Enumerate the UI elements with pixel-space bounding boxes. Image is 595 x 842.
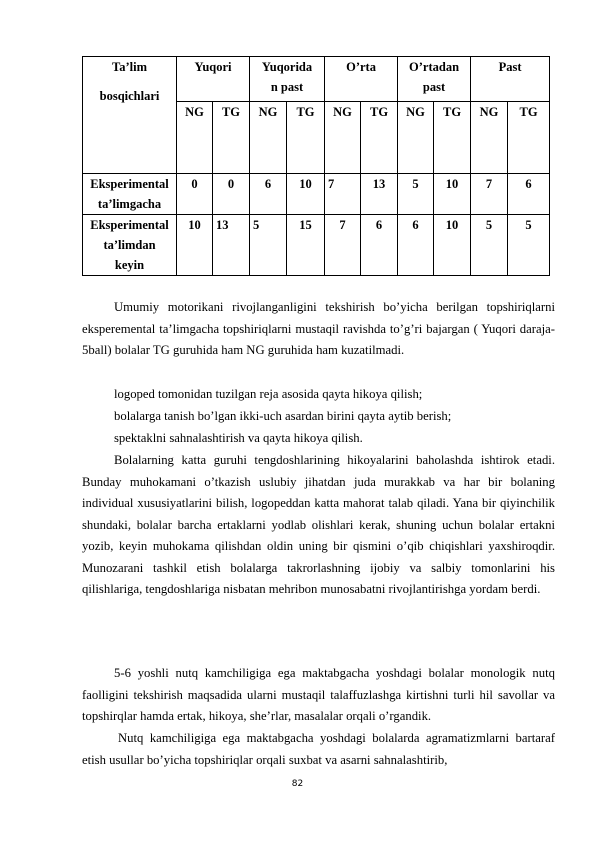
table-cell: 6 <box>398 215 434 276</box>
table-cell: 5 <box>508 215 550 276</box>
list-item: spektaklni sahnalashtirish va qayta hikoya qilish. <box>114 431 363 445</box>
table-cell: 13 <box>213 215 250 276</box>
list-item: logoped tomonidan tuzilgan reja asosida qayta hikoya qilish; <box>114 387 423 401</box>
row-header-line-2: bosqichlari <box>99 89 160 103</box>
subheader-tg: TG <box>213 102 250 174</box>
table-cell: 6 <box>361 215 398 276</box>
table-cell: 13 <box>361 174 398 215</box>
table-cell: 0 <box>213 174 250 215</box>
subheader-tg: TG <box>434 102 471 174</box>
page-number: 82 <box>291 779 304 789</box>
row-header-cell <box>83 57 177 174</box>
table-cell: 10 <box>434 174 471 215</box>
group-header-yuqoridan-past: Yuqorida n past <box>250 57 325 102</box>
paragraph-motorika: Umumiy motorikani rivojlanganligini tekshirish bo’yicha berilgan topshiriqlarni eksperemental ta’limgacha topshiriqlarni mustaqil ravishda to’g’ri bajargan ( Yuqori daraja- 5ball) bolalar TG guruhida ham NG guruhida ham kuzatilmadi. <box>82 300 555 357</box>
subheader-ng: NG <box>250 102 287 174</box>
table-cell: 7 <box>325 174 361 215</box>
row-label-after: Eksperimental ta’limdan keyin <box>83 215 177 276</box>
results-table <box>82 56 550 276</box>
paragraph-guruh: Bolalarning katta guruhi tengdoshlarining hikoyalarini baholashda ishtirok etadi. Bunday muhokamani o’tkazish uslubiy jihatdan juda murakkab va har bir bolaning individual xususiyatlarini bilish, logopeddan katta mahorat talab qiladi. Yana bir qiyinchilik shundaki, bolalar barcha ertaklarni yodlab olishlari kerak, shuning uchun bolalar ertakni yozib, keyin muhokama qilishdan oldin uning bir qismini o’qib chiqishlari yaxshiroqdir. Munozarani tashkil etish bolalarga takrorlashning ijobiy va salbiy tomonlarini his qilishlariga, tengdoshlariga nisbatan mehribon munosabatni rivojlantirishga yordam berdi. <box>82 453 555 596</box>
table-cell: 5 <box>471 215 508 276</box>
table-cell: 6 <box>508 174 550 215</box>
group-header-past: Past <box>471 57 550 102</box>
subheader-ng: NG <box>471 102 508 174</box>
table-cell: 10 <box>177 215 213 276</box>
table-cell: 6 <box>250 174 287 215</box>
table-cell: 5 <box>250 215 287 276</box>
subheader-ng: NG <box>398 102 434 174</box>
row-header-line-1: Ta’lim <box>112 60 147 74</box>
table-cell: 15 <box>287 215 325 276</box>
row-label-before: Eksperimental ta’limgacha <box>83 174 177 215</box>
list-item: bolalarga tanish bo’lgan ikki-uch asardan birini qayta aytib berish; <box>114 409 452 423</box>
subheader-ng: NG <box>325 102 361 174</box>
paragraph-monolog: 5-6 yoshli nutq kamchiligiga ega maktabgacha yoshdagi bolalar monologik nutq faolligini tekshirish maqsadida ularni mustaqil talaffuzlashga kirtishni turli hil savollar va topshirqlar hamda ertak, hikoya, she’rlar, masalalar orqali o’rgandik. <box>82 666 555 723</box>
subheader-tg: TG <box>508 102 550 174</box>
table-cell: 7 <box>325 215 361 276</box>
group-header-ortadan-past: O’rtadan past <box>398 57 471 102</box>
group-header-yuqori: Yuqori <box>177 57 250 102</box>
table-cell: 7 <box>471 174 508 215</box>
table-row <box>83 174 550 215</box>
table-cell: 0 <box>177 174 213 215</box>
table-cell: 10 <box>434 215 471 276</box>
subheader-tg: TG <box>287 102 325 174</box>
subheader-ng: NG <box>177 102 213 174</box>
paragraph-agramatizm: Nutq kamchiligiga ega maktabgacha yoshdagi bolalarda agramatizmlarni bartaraf etish usullar bo’yicha topshiriqlar orqali suxbat va asarni sahnalashtirib, <box>82 731 555 767</box>
table-cell: 10 <box>287 174 325 215</box>
table-cell: 5 <box>398 174 434 215</box>
subheader-tg: TG <box>361 102 398 174</box>
group-header-orta: O’rta <box>325 57 398 102</box>
table-row <box>83 215 550 276</box>
